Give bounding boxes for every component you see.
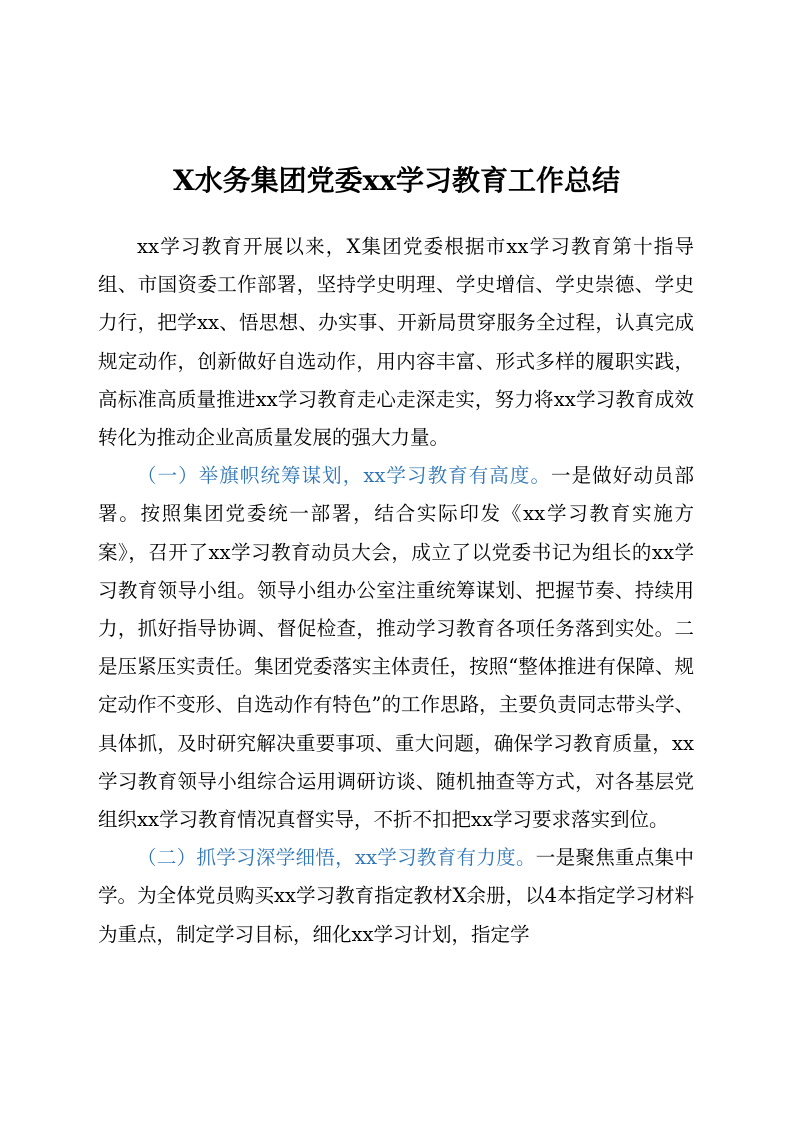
document-title: X水务集团党委xx学习教育工作总结 bbox=[172, 164, 621, 197]
section-2-paragraph bbox=[98, 839, 694, 954]
section-2-text: 一是聚焦重点集中学。为全体党员购买xx学习教育指定教材X余册，以4本指定学习材料为重点，制定学习目标，细化xx学习计划，指定学 bbox=[98, 846, 694, 946]
section-1-heading: （一）举旗帜统筹谋划，xx学习教育有高度。 bbox=[137, 464, 552, 488]
intro-paragraph-text: xx学习教育开展以来，X集团党委根据市xx学习教育第十指导组、市国资委工作部署，坚持学史明理、学史增信、学史崇德、学史力行，把学xx、悟思想、办实事、开新局贯穿服务全过程，认真完成规定动作，创新做好自选动作，用内容丰富、形式多样的履职实践，高标准高质量推进xx学习教育走心走深走实，努力将xx学习教育成效转化为推动企业高质量发展的强大力量。 bbox=[98, 235, 694, 450]
document-body bbox=[98, 228, 694, 954]
intro-paragraph bbox=[98, 228, 694, 457]
section-1-paragraph bbox=[98, 457, 694, 839]
section-1-text: 一是做好动员部署。按照集团党委统一部署，结合实际印发《xx学习教育实施方案》，召开了xx学习教育动员大会，成立了以党委书记为组长的xx学习教育领导小组。领导小组办公室注重统筹谋划、把握节奏、持续用力，抓好指导协调、督促检查，推动学习教育各项任务落到实处。二是压紧压实责任。集团党委落实主体责任，按照“整体推进有保障、规定动作不变形、自选动作有特色”的工作思路，主要负责同志带头学、具体抓，及时研究解决重要事项、重大问题，确保学习教育质量，xx学习教育领导小组综合运用调研访谈、随机抽查等方式，对各基层党组织xx学习教育情况真督实导，不折不扣把xx学习要求落实到位。 bbox=[98, 464, 694, 832]
section-2-heading: （二）抓学习深学细悟，xx学习教育有力度。 bbox=[137, 846, 536, 870]
